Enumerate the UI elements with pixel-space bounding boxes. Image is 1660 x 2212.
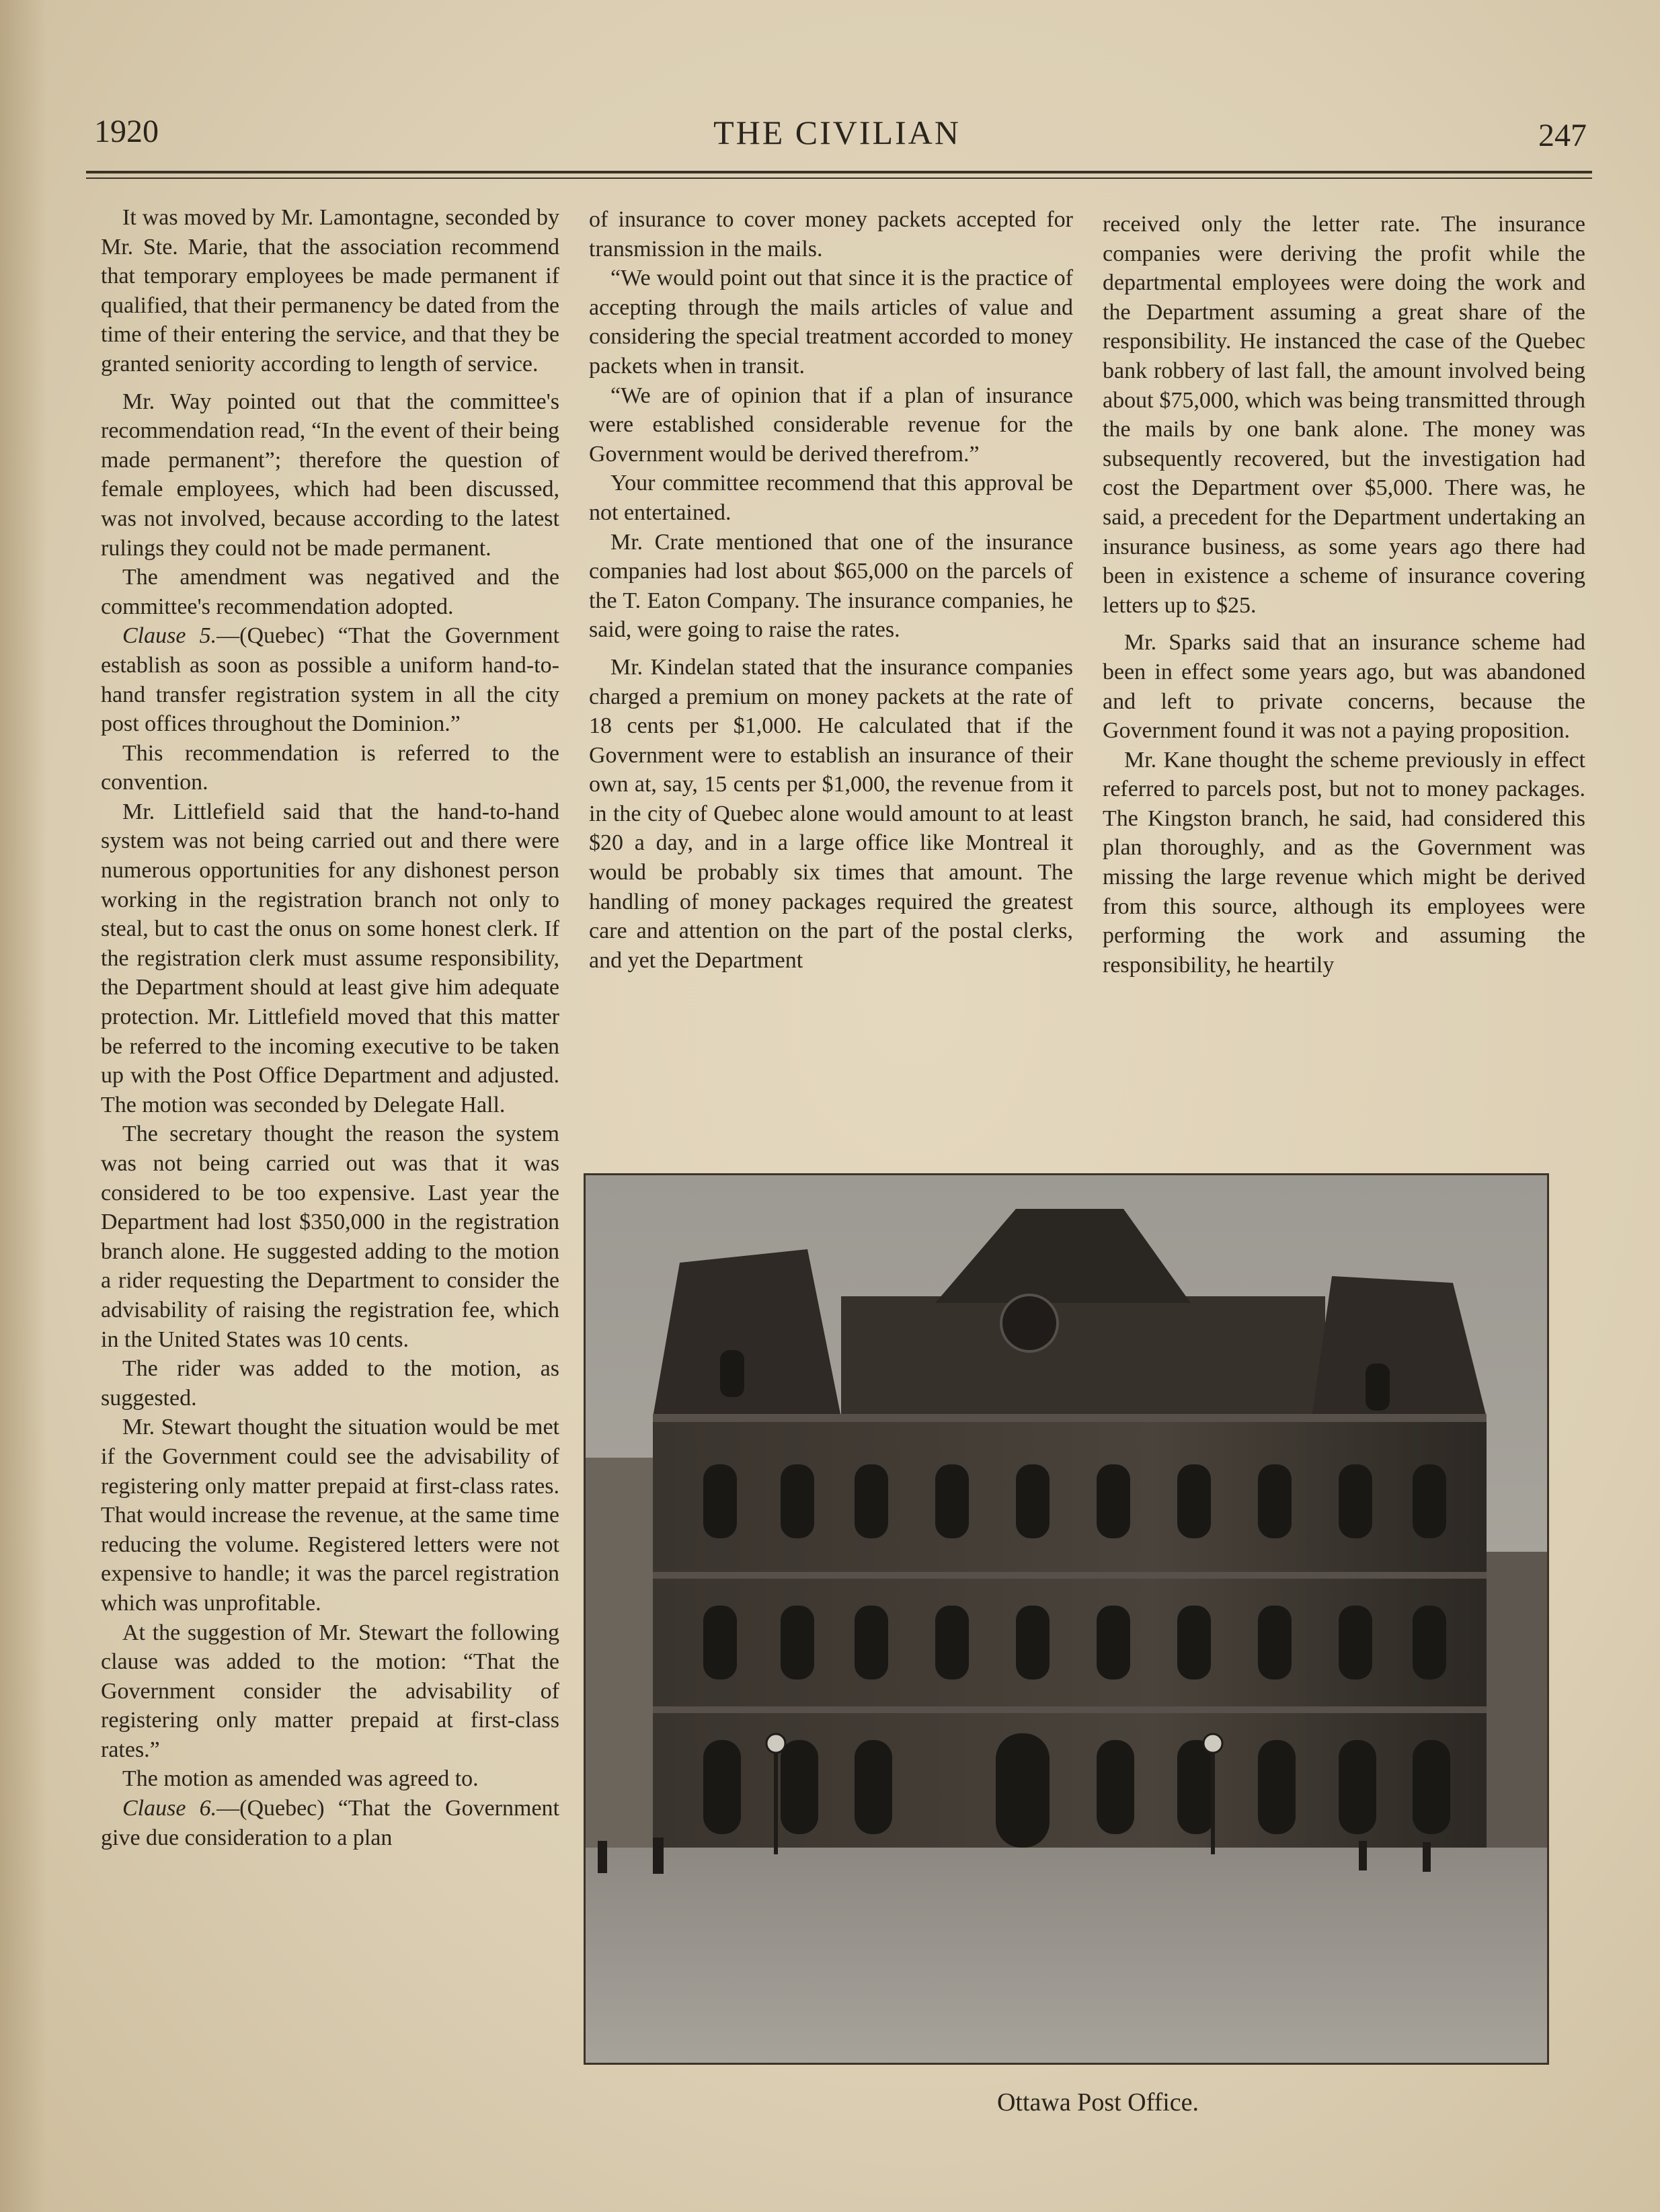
paragraph: “We would point out that since it is the practice of accepting through the mails articles of value and considering the special treatment accorded to money packets when in transit. [589, 266, 1073, 379]
binding-gutter [0, 0, 47, 2212]
photo-caption: Ottawa Post Office. [996, 2088, 1199, 2117]
paragraph: Mr. Kane thought the scheme previously in effect referred to parcels post, but not to money packages. The Kingston branch, he said, had considered this plan thoroughly, and as the Government was missing the large revenue which might be derived from this source, although its employees were performing the work and assuming the responsibility, he heartily [1103, 747, 1585, 978]
header-year: 1920 [94, 114, 159, 149]
column-1 [101, 203, 559, 1852]
clause-prefix: —(Quebec) [216, 1796, 338, 1821]
paragraph: The motion as amended was agreed to. [122, 1766, 479, 1792]
running-header [87, 113, 1587, 167]
paragraph: Mr. Kindelan stated that the insurance companies charged a premium on money packets at the rate of 18 cents per $1,000. He calculated that if the Government were to establish an insurance of their own at, say, 15 cents per $1,000, the revenue from it in the city of Quebec alone would amount to at least $20 a day, and in a large office like Montreal it would be probably six times that amount. The handling of money packages required the greatest care and attention on the part of the postal clerks, and yet the Department [589, 654, 1073, 973]
paragraph: Mr. Stewart thought the situation would be met if the Government could see the advisability of registering only matter prepaid at first-class rates. That would increase the revenue, at the same time reducing the volume. Registered letters were not expensive to handle; it was the parcel registration which was unprofitable. [101, 1415, 559, 1616]
column-2 [589, 205, 1073, 975]
clause-label: Clause 6. [122, 1796, 217, 1821]
header-rule [86, 171, 1592, 173]
paragraph: Mr. Crate mentioned that one of the insurance companies had lost about $65,000 on the parcels of the T. Eaton Company. The insurance companies, he said, were going to raise the rates. [589, 529, 1073, 643]
paragraph: “We are of opinion that if a plan of insurance were established considerable revenue for the Government would be derived therefrom.” [589, 383, 1073, 467]
column-3 [1103, 210, 1585, 980]
clause-prefix: —(Quebec) [216, 623, 338, 649]
clause-label: Clause 5. [122, 623, 217, 649]
paragraph: The amendment was negatived and the committee's recommendation adopted. [101, 565, 559, 619]
paragraph: received only the letter rate. The insurance companies were deriving the profit while the departmental employees were doing the work and the Department assuming a great share of the responsibility. He instanced the case of the Quebec bank robbery of last fall, the amount involved being about $75,000, which was being transmitted through the mails by one bank alone. The money was subsequently recovered, but the investigation had cost the Department over $5,000. There was, he said, a precedent for the Department undertaking an insurance business, as some years ago there had been in existence a scheme of insurance covering letters up to $25. [1103, 212, 1585, 618]
paragraph: The rider was added to the motion, as suggested. [101, 1356, 559, 1411]
header-rule-thin [86, 177, 1592, 179]
paragraph: of insurance to cover money packets accepted for transmission in the mails. [589, 207, 1073, 262]
page-number: 247 [1538, 118, 1587, 153]
post-office-photograph [584, 1173, 1549, 2065]
paragraph: Mr. Littlefield said that the hand-to-hand system was not being carried out and there were numerous opportunities for any dishonest person working in the registration branch not only to steal, but to cast the onus on some honest clerk. If the registration clerk must assume responsibility, the Department should at least give him adequate protection. Mr. Littlefield moved that this matter be referred to the incoming executive to be taken up with the Post Office Department and adjusted. The motion was seconded by Delegate Hall. [101, 799, 559, 1117]
clause-6-paragraph [101, 1794, 559, 1852]
paragraph: This recommendation is referred to the convention. [101, 740, 559, 795]
clause-5-paragraph [101, 621, 559, 738]
paragraph: Mr. Sparks said that an insurance scheme had been in effect some years ago, but was abandoned and left to private concerns, because the Government found it was not a paying proposition. [1103, 630, 1585, 744]
paragraph: The secretary thought the reason the system was not being carried out was that it was considered to be too expensive. Last year the Department had lost $350,000 in the registration branch alone. He suggested adding to the motion a rider requesting the Department to consider the advisability of raising the registration fee, which in the United States was 10 cents. [101, 1121, 559, 1352]
paragraph: At the suggestion of Mr. Stewart the following clause was added to the motion: “That the Government consider the advisability of registering only matter prepaid at first-class rates.” [101, 1620, 559, 1762]
clause-text: “That the Government establish as soon as possible a uniform hand-to-hand transfer registration system in all the city post offices throughout the Dominion.” [101, 623, 559, 737]
paragraph: Mr. Way pointed out that the committee's recommendation read, “In the event of their being made permanent”; therefore the question of female employees, which had been discussed, was not involved, because according to the latest rulings they could not be made permanent. [101, 389, 559, 561]
clause-text: “That the Government give due consideration to a plan [101, 1796, 559, 1850]
paragraph: Your committee recommend that this approval be not entertained. [589, 471, 1073, 525]
journal-title: THE CIVILIAN [713, 114, 961, 151]
paragraph: It was moved by Mr. Lamontagne, seconded by Mr. Ste. Marie, that the association recommend that temporary employees be made permanent if qualified, that their permanency be dated from the time of their entering the service, and that they be granted seniority according to length of service. [101, 205, 559, 377]
